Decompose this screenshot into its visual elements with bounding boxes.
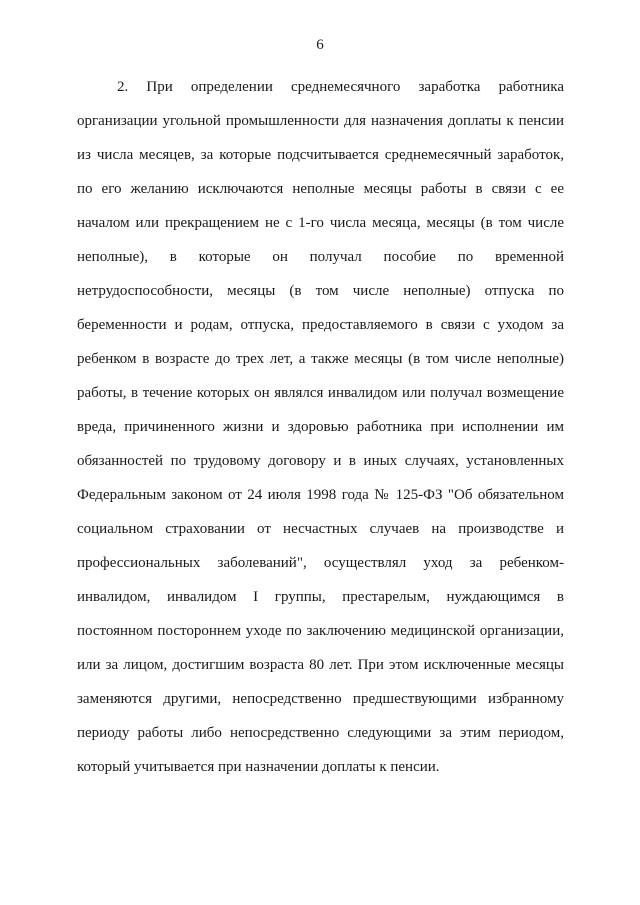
page-number: 6	[316, 37, 324, 53]
paragraph-line: социальном страховании от несчастных случаев на производстве и	[77, 521, 564, 537]
paragraph-line: постоянном постороннем уходе по заключению медицинской организации,	[77, 623, 564, 639]
paragraph-line: беременности и родам, отпуска, предоставляемого в связи с уходом за	[77, 317, 564, 333]
paragraph-line: который учитывается при назначении доплаты к пенсии.	[77, 759, 440, 775]
paragraph-line: или за лицом, достигшим возраста 80 лет. При этом исключенные месяцы	[77, 657, 564, 673]
paragraph-line: нетрудоспособности, месяцы (в том числе неполные) отпуска по	[77, 283, 564, 299]
paragraph-line: организации угольной промышленности для назначения доплаты к пенсии	[77, 113, 564, 129]
paragraph-line: заменяются другими, непосредственно предшествующими избранному	[77, 691, 564, 707]
paragraph-line: инвалидом, инвалидом I группы, престарелым, нуждающимся в	[77, 589, 564, 605]
paragraph-line: началом или прекращением не с 1-го числа месяца, месяцы (в том числе	[77, 215, 564, 231]
paragraph	[77, 70, 564, 784]
paragraph-line: неполные), в которые он получал пособие по временной	[77, 249, 564, 265]
paragraph-line: профессиональных заболеваний", осуществлял уход за ребенком-	[77, 555, 564, 571]
paragraph-line: ребенком в возрасте до трех лет, а также месяцы (в том числе неполные)	[77, 351, 564, 367]
paragraph-line: вреда, причиненного жизни и здоровью работника при исполнении им	[77, 419, 564, 435]
paragraph-line: работы, в течение которых он являлся инвалидом или получал возмещение	[77, 385, 564, 401]
paragraph-line: Федеральным законом от 24 июля 1998 года № 125-ФЗ "Об обязательном	[77, 487, 564, 503]
paragraph-line: по его желанию исключаются неполные месяцы работы в связи с ее	[77, 181, 564, 197]
paragraph-line: 2. При определении среднемесячного заработка работника	[117, 79, 564, 95]
paragraph-line: обязанностей по трудовому договору и в иных случаях, установленных	[77, 453, 564, 469]
paragraph-line: периоду работы либо непосредственно следующими за этим периодом,	[77, 725, 564, 741]
paragraph-line: из числа месяцев, за которые подсчитывается среднемесячный заработок,	[77, 147, 564, 163]
